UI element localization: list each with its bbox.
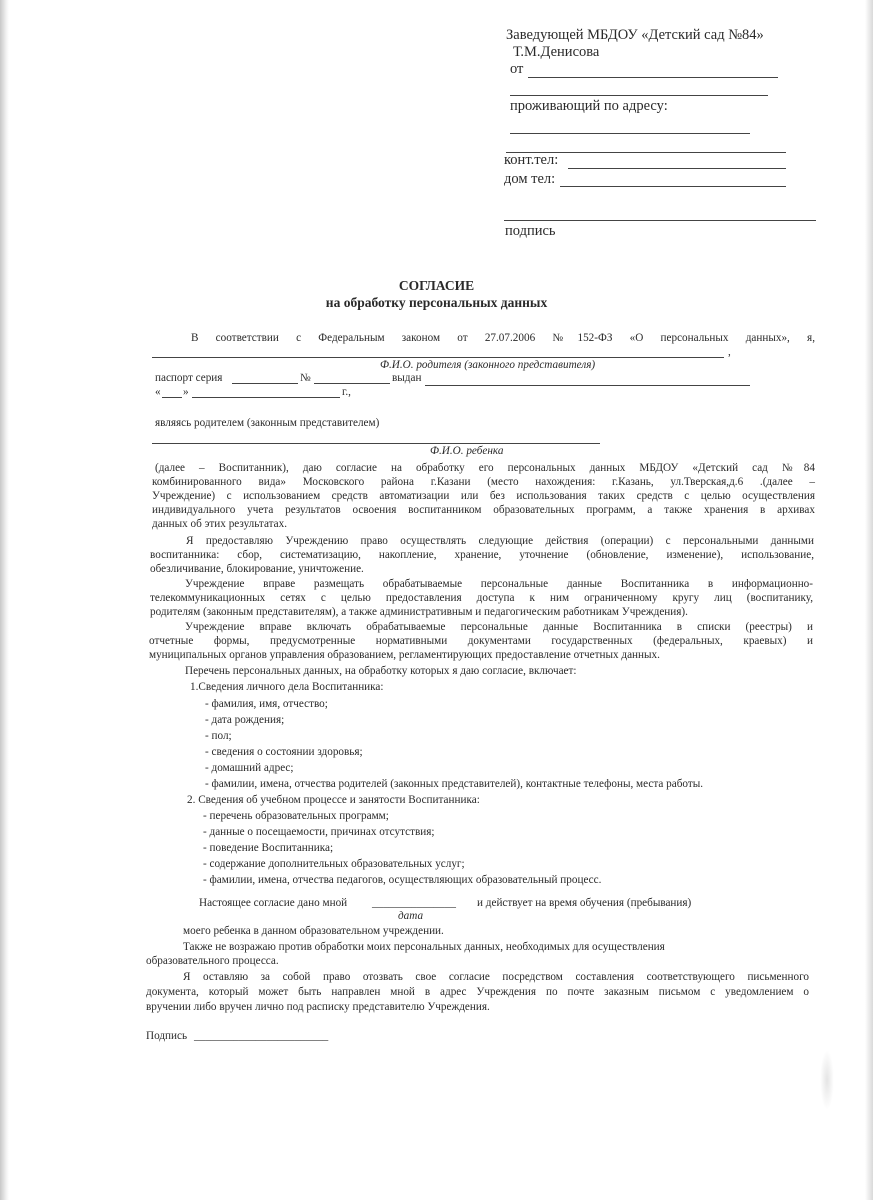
section1-item: - фамилии, имена, отчества родителей (законных представителей), контактные телефоны, места работы. [205,778,704,790]
p3-line2: телекоммуникационных сетях с целью предоставления доступа к ним ограниченному кругу лиц (воспитанику, [150,592,813,604]
also-line1: Также не возражаю против обработки моих персональных данных, необходимых для осуществления [183,941,665,953]
also-line2: образовательного процесса. [146,955,279,967]
section1-item: - сведения о состоянии здоровья; [205,746,363,758]
address-line-1 [510,133,750,134]
child-caption: Ф.И.О. ребенка [430,445,504,457]
section2-item: - фамилии, имена, отчества педагогов, осуществляющих образовательный процесс. [203,874,602,886]
section1-item: - домашний адрес; [205,762,294,774]
parent-caption: Ф.И.О. родителя (законного представителя) [380,359,596,371]
revoke-line1: Я оставляю за собой право отозвать свое согласие посредством составления соответствующего письменного [183,971,809,983]
section1-item: - фамилия, имя, отчество; [205,698,328,710]
revoke-line3: вручении либо вручен лично под расписку представителю Учреждения. [146,1001,490,1013]
section2-item: - перечень образовательных программ; [203,810,389,822]
date-month-line [192,397,340,398]
work-phone-label: конт.тел: [504,152,559,168]
address-label: проживающий по адресу: [510,98,668,114]
p4-line2: отчетные формы, предусмотренные нормативными документами государственных (федеральных, краевых) и [149,635,813,647]
date-caption: дата [398,910,424,922]
section1-item: - пол; [205,730,232,742]
p1-line4: индивидуального учета результатов освоения воспитанником образовательных программ, а также хранения в архивах [152,504,815,516]
passport-series-line [232,383,298,384]
p1-line3: Учреждение) с использованием средств автоматизации или без использования таких средств с целью осуществления [152,490,815,502]
work-phone-line [568,168,786,169]
section1-item: - дата рождения; [205,714,285,726]
p2-line1: Я предоставляю Учреждению право осуществлять следующие действия (операции) с персональными данными [186,535,814,547]
scan-smudge [820,1050,834,1110]
date-blank: _______________ [372,897,456,909]
issued-label: выдан [392,372,422,384]
addressee-name: Т.М.Денисова [513,44,600,60]
home-phone-line [560,186,786,187]
p1-line2: комбинированного вида» Московского района г.Казани (место нахождения: г.Казань, ул.Тверская,д.6 .(далее – [152,476,815,488]
from-line [528,77,778,78]
addressee: Заведующей МБДОУ «Детский сад №84» [506,27,764,43]
from-line-2 [510,95,768,96]
given-line2: моего ребенка в данном образовательном учреждении. [183,925,444,937]
child-name-line [152,443,600,444]
p1-line1: (далее – Воспитанник), даю согласие на обработку его персональных данных МБДОУ «Детский сад №84 [155,462,815,474]
document-title: СОГЛАСИЕ [398,278,475,293]
section2-item: - поведение Воспитанника; [203,842,334,854]
intro-lead: В соответствии с Федеральным законом от 27.07.2006 №152-ФЗ «О персональных данных», я, [191,332,815,344]
scan-edge-left [0,0,9,1200]
passport-series-label: паспорт серия [155,372,223,384]
given-suffix: и действует на время обучения (пребывания) [477,897,692,909]
date-open-quote: « [155,386,161,398]
section1-heading: 1.Сведения личного дела Воспитанника: [190,681,384,693]
home-phone-label: дом тел: [504,171,556,187]
being-parent-label: являясь родителем (законным представителем) [155,417,380,429]
year-suffix: г., [342,386,351,398]
passport-number-line [314,383,390,384]
p3-line1: Учреждение вправе размещать обрабатываемые персональные данные Воспитанника в информационно- [185,578,813,590]
p1-line5: данных об этих результатах. [152,518,288,530]
revoke-line2: документа, который может быть направлен мной в адрес Учреждения по почте заказным письмом с уведомлением о [146,986,809,998]
section2-item: - содержание дополнительных образовательных услуг; [203,858,465,870]
list-intro: Перечень персональных данных, на обработку которых я даю согласие, включает: [185,665,577,677]
intro-comma: , [728,346,731,358]
header-signature-label: подпись [505,223,556,239]
given-prefix: Настоящее согласие дано мной [199,897,348,909]
p3-line3: родителям (законным представителям), а также административным и педагогическим работникам Учреждения). [150,606,688,618]
p4-line1: Учреждение вправе включать обрабатываемые персональные данные Воспитанника в списки (реестры) и [185,621,813,633]
signature-line-top [504,220,816,221]
section2-item: - данные о посещаемости, причинах отсутствия; [203,826,435,838]
final-signature-label: Подпись [146,1030,188,1042]
document-subtitle: на обработку персональных данных [325,295,548,310]
scan-edge-right [865,0,873,1200]
issued-line [425,385,750,386]
section2-heading: 2. Сведения об учебном процессе и занятости Воспитанника: [187,794,480,806]
date-close-quote: » [183,386,189,398]
p2-line3: обезличивание, блокирование, уничтожение. [150,563,364,575]
final-signature-blank: ________________________ [194,1030,329,1042]
p4-line3: муниципальных органов управления образованием, регламентирующих предоставление отчетных данных. [149,649,660,661]
p2-line2: воспитанника: сбор, систематизацию, накопление, хранение, уточнение (обновление, изменение), использование, [150,549,814,561]
from-label: от [510,61,524,77]
date-day-line [162,397,182,398]
passport-number-label: № [300,372,311,384]
